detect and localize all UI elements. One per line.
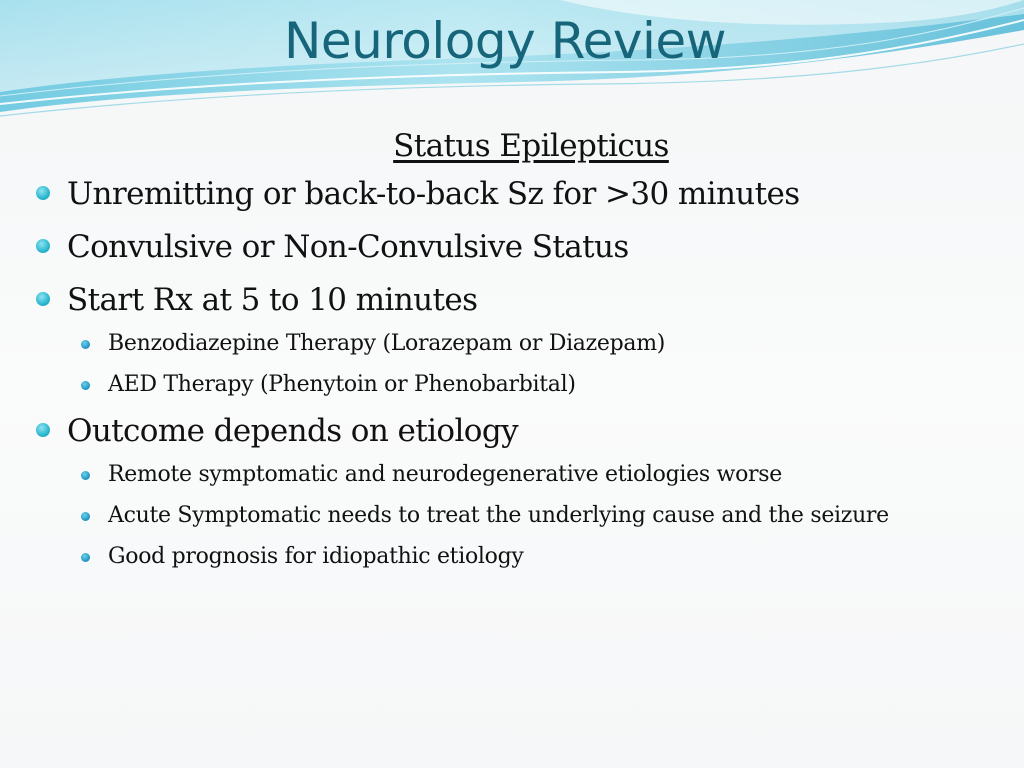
sub-bullet-item <box>81 542 996 572</box>
bullet-text: Unremitting or back-to-back Sz for >30 minutes <box>67 176 800 212</box>
sub-bullet-text: AED Therapy (Phenytoin or Phenobarbital) <box>108 372 576 397</box>
sub-bullet-dot-icon <box>81 381 90 390</box>
sub-bullet-text: Remote symptomatic and neurodegenerative etiologies worse <box>108 462 782 487</box>
sub-bullet-item <box>81 370 996 400</box>
bullet-item <box>36 411 996 451</box>
sub-bullet-item <box>81 460 996 490</box>
sub-bullet-list <box>36 460 996 572</box>
bullet-text: Outcome depends on etiology <box>67 413 519 449</box>
bullet-dot-icon <box>36 292 50 306</box>
sub-bullet-text: Benzodiazepine Therapy (Lorazepam or Diazepam) <box>108 331 666 356</box>
subheading: Status Epilepticus <box>393 128 669 164</box>
sub-bullet-dot-icon <box>81 553 90 562</box>
sub-bullet-dot-icon <box>81 340 90 349</box>
sub-bullet-list <box>36 329 996 400</box>
bullet-list <box>36 174 996 320</box>
slide-content <box>36 126 996 583</box>
bullet-list <box>36 411 996 451</box>
sub-bullet-text: Good prognosis for idiopathic etiology <box>108 544 524 569</box>
sub-bullet-dot-icon <box>81 512 90 521</box>
sub-bullet-item <box>81 501 996 531</box>
sub-bullet-text: Acute Symptomatic needs to treat the underlying cause and the seizure <box>108 503 889 528</box>
sub-bullet-dot-icon <box>81 471 90 480</box>
bullet-dot-icon <box>36 239 50 253</box>
sub-bullet-item <box>81 329 996 359</box>
bullet-item <box>36 227 996 267</box>
bullet-dot-icon <box>36 186 50 200</box>
bullet-text: Start Rx at 5 to 10 minutes <box>67 282 478 318</box>
bullet-dot-icon <box>36 423 50 437</box>
bullet-text: Convulsive or Non-Convulsive Status <box>67 229 629 265</box>
slide-title: Neurology Review <box>284 12 726 70</box>
bullet-item <box>36 280 996 320</box>
bullet-item <box>36 174 996 214</box>
